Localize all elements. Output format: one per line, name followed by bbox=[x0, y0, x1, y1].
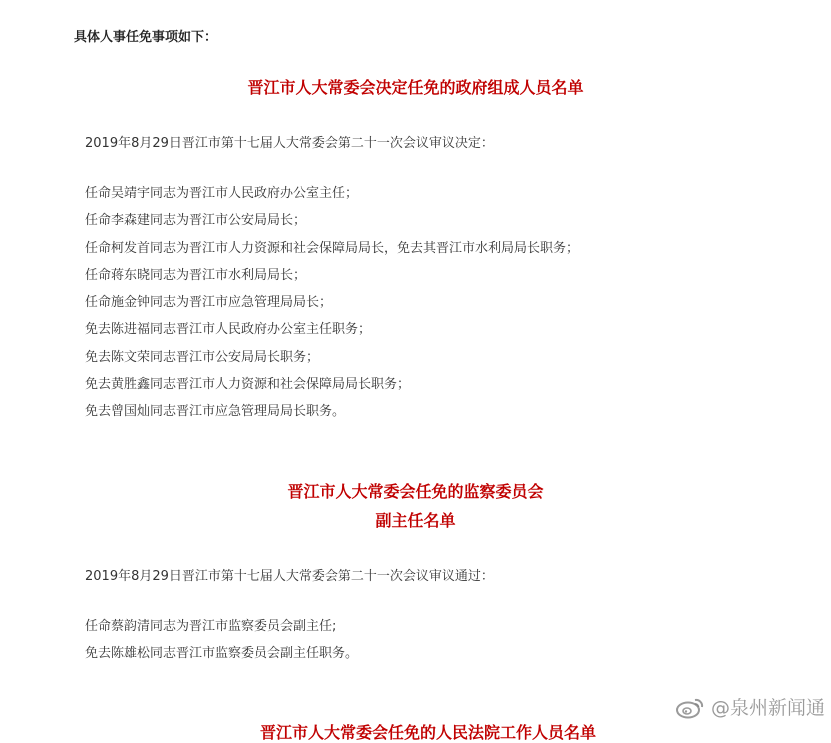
list-item: 免去陈雄松同志晋江市监察委员会副主任职务。 bbox=[85, 646, 359, 662]
list-item: 任命吴靖宇同志为晋江市人民政府办公室主任； bbox=[85, 186, 359, 201]
watermark bbox=[675, 693, 825, 720]
section2-items bbox=[85, 613, 358, 668]
section1-title: 晋江市人大常委会决定任免的政府组成人员名单 bbox=[247, 78, 584, 97]
list-item: 任命施金钟同志为晋江市应急管理局局长； bbox=[85, 295, 333, 311]
section1-items bbox=[85, 180, 579, 426]
list-item: 免去曾国灿同志晋江市应急管理局局长职务。 bbox=[85, 404, 346, 420]
list-item: 任命李森建同志为晋江市公安局局长； bbox=[85, 213, 307, 229]
list-item: 免去陈文荣同志晋江市公安局局长职务； bbox=[85, 349, 320, 365]
list-item: 免去陈进福同志晋江市人民政府办公室主任职务； bbox=[85, 322, 372, 338]
weibo-icon bbox=[675, 695, 705, 719]
list-item: 免去黄胜鑫同志晋江市人力资源和社会保障局局长职务； bbox=[85, 377, 411, 393]
list-item: 任命蒋东晓同志为晋江市水利局局长； bbox=[85, 267, 307, 283]
section3-title-partial bbox=[260, 714, 597, 742]
intro-text: 具体人事任免事项如下： bbox=[74, 30, 218, 45]
section2-meeting: 2019年8月29日晋江市第十七届人大常委会第二十一次会议审议通过： bbox=[85, 569, 494, 584]
section3-title-text: 晋江市人大常委会任免的人民法院工作人员名单 bbox=[260, 723, 597, 742]
list-item: 任命蔡韵清同志为晋江市监察委员会副主任; bbox=[85, 619, 337, 634]
list-item: 任命柯发首同志为晋江市人力资源和社会保障局局长，免去其晋江市水利局局长职务； bbox=[85, 240, 580, 256]
section1-meeting: 2019年8月29日晋江市第十七届人大常委会第二十一次会议审议决定： bbox=[85, 136, 494, 151]
section2-title-line1: 晋江市人大常委会任免的监察委员会 bbox=[287, 482, 544, 501]
section2-title-line2: 副主任名单 bbox=[375, 511, 456, 530]
watermark-text: @泉州新闻通 bbox=[710, 697, 825, 719]
